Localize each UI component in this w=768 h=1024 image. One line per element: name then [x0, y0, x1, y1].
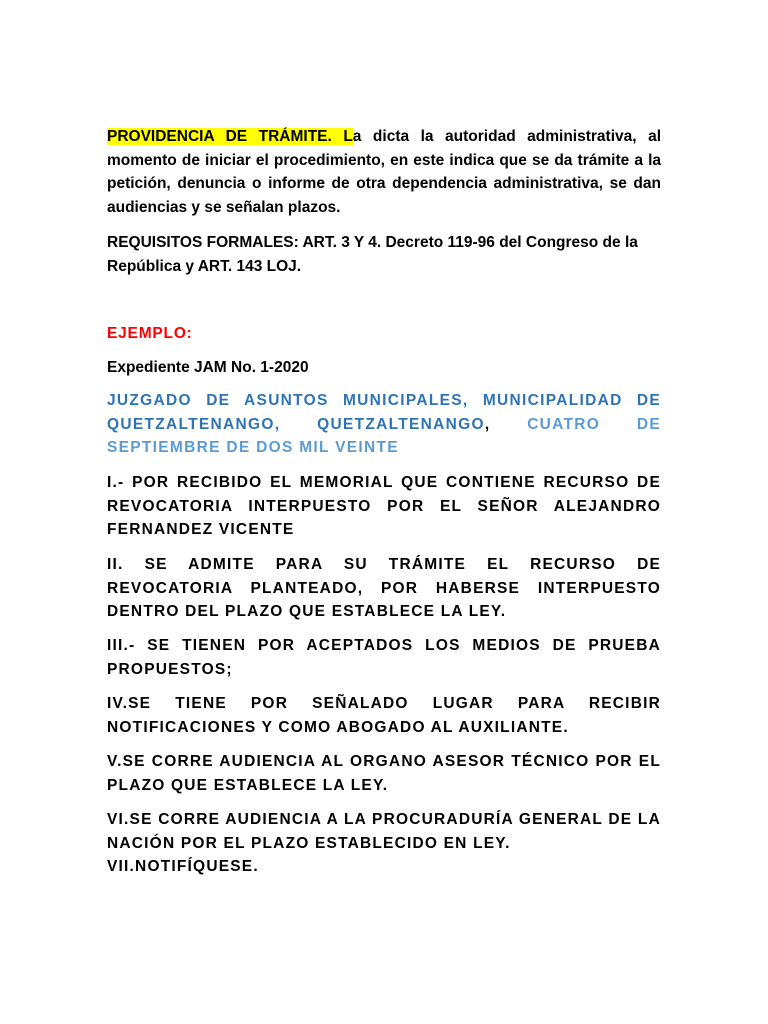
items-vi-vii: [107, 808, 661, 879]
item-iv: IV.SE TIENE POR SEÑALADO LUGAR PARA RECIBIR NOTIFICACIONES Y COMO ABOGADO AL AUXILIANTE.: [107, 695, 661, 736]
providencia-heading-highlight: PROVIDENCIA DE TRÁMITE. L: [107, 128, 353, 145]
item-v: V.SE CORRE AUDIENCIA AL ORGANO ASESOR TÉCNICO POR EL PLAZO QUE ESTABLECE LA LEY.: [107, 753, 661, 794]
item-vii: VII.NOTIFÍQUESE.: [107, 858, 259, 875]
expediente-line: Expediente JAM No. 1-2020: [107, 359, 309, 376]
juzgado-court-name: JUZGADO DE ASUNTOS MUNICIPALES, MUNICIPALIDAD DE QUETZALTENANGO, QUETZALTENANGO: [107, 392, 661, 433]
juzgado-separator: ,: [484, 415, 528, 433]
juzgado-date: CUATRO DE SEPTIEMBRE DE DOS MIL VEINTE: [107, 415, 662, 456]
requisitos-paragraph: REQUISITOS FORMALES: ART. 3 Y 4. Decreto 119-96 del Congreso de la República y ART. 143 LOJ.: [107, 234, 638, 275]
intro-text: a dicta la autoridad administrativa, al momento de iniciar el procedimiento, en este indica que se da trámite a la petición, denuncia o informe de otra dependencia administrativa, se dan audiencias y se señalan plazos.: [107, 128, 661, 216]
ejemplo-label: EJEMPLO:: [107, 325, 193, 342]
item-iii: III.- SE TIENEN POR ACEPTADOS LOS MEDIOS DE PRUEBA PROPUESTOS;: [107, 637, 661, 678]
item-vi: VI.SE CORRE AUDIENCIA A LA PROCURADURÍA GENERAL DE LA NACIÓN POR EL PLAZO ESTABLECIDO EN LEY.: [107, 811, 661, 852]
item-ii: II. SE ADMITE PARA SU TRÁMITE EL RECURSO DE REVOCATORIA PLANTEADO, POR HABERSE INTERPUESTO DENTRO DEL PLAZO QUE ESTABLECE LA LEY.: [107, 556, 661, 620]
item-i: I.- POR RECIBIDO EL MEMORIAL QUE CONTIENE RECURSO DE REVOCATORIA INTERPUESTO POR EL SEÑOR ALEJANDRO FERNANDEZ VICENTE: [107, 474, 661, 538]
juzgado-paragraph: [107, 389, 661, 460]
intro-paragraph: [107, 125, 661, 219]
